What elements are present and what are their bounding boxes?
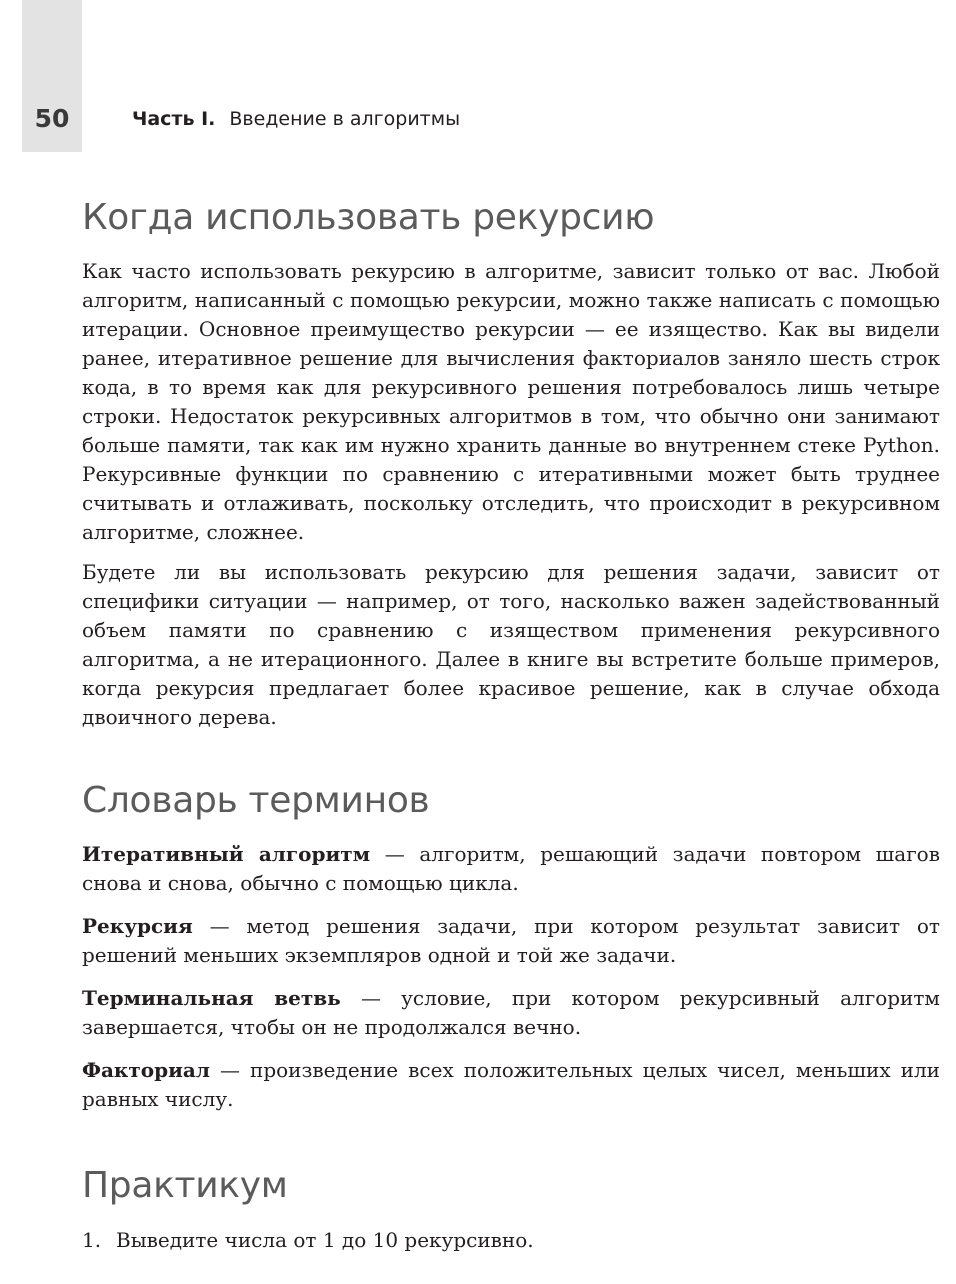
list-item-number: 1. <box>82 1227 102 1252</box>
section-heading-recursion-use: Когда использовать рекурсию <box>82 197 655 238</box>
part-title: Введение в алгоритмы <box>229 108 461 130</box>
paragraph: Как часто использовать рекурсию в алгоритме, зависит только от вас. Любой алгоритм, написанный с помощью рекурсии, можно также написать с помощью итерации. Основное преимущество рекурсии — ее изящество. Как вы видели ранее, итеративное решение для вычисления факториалов заняло шесть строк кода, в то время как для рекурсивного решения потребовалось лишь четыре строки. Недостаток рекурсивных алгоритмов в том, что обычно они занимают больше памяти, так как им нужно хранить данные во внутреннем стеке Python. Рекурсивные функции по сравнению с итеративными может быть труднее считывать и отлаживать, поскольку отследить, что происходит в рекурсивном алгоритме, сложнее. <box>82 259 940 545</box>
glossary-term: Терминальная ветвь <box>82 986 341 1011</box>
page-number: 50 <box>34 104 70 133</box>
glossary-definition: — условие, при котором рекурсивный алгоритм завершается, чтобы он не продолжался вечно. <box>82 986 940 1040</box>
glossary-entry <box>82 912 940 970</box>
part-label: Часть I. <box>132 108 216 130</box>
running-head <box>132 108 460 130</box>
glossary-entry <box>82 984 940 1042</box>
glossary-term: Факториал <box>82 1058 210 1083</box>
glossary-entry <box>82 840 940 898</box>
page-content <box>82 196 940 1255</box>
glossary-term: Рекурсия <box>82 914 193 939</box>
glossary-entry <box>82 1056 940 1114</box>
glossary-definition: — метод решения задачи, при котором результат зависит от решений меньших экземпляров одной и той же задачи. <box>82 914 940 968</box>
list-item-text: Выведите числа от 1 до 10 рекурсивно. <box>116 1227 534 1252</box>
section-heading-glossary: Словарь терминов <box>82 780 430 822</box>
section-heading-practice: Практикум <box>82 1165 288 1207</box>
glossary-definition: — алгоритм, решающий задачи повтором шагов снова и снова, обычно с помощью цикла. <box>82 842 940 896</box>
list-item <box>82 1226 940 1255</box>
glossary-term: Итеративный алгоритм <box>82 842 371 867</box>
paragraph: Будете ли вы использовать рекурсию для решения задачи, зависит от специфики ситуации — например, от того, насколько важен задействованный объем памяти по сравнению с изяществом применения рекурсивного алгоритма, а не итерационного. Далее в книге вы встретите больше примеров, когда рекурсия предлагает более красивое решение, как в случае обхода двоичного дерева. <box>82 560 940 730</box>
practice-list <box>82 1226 940 1255</box>
glossary-definition: — произведение всех положительных целых чисел, меньших или равных числу. <box>82 1058 940 1112</box>
